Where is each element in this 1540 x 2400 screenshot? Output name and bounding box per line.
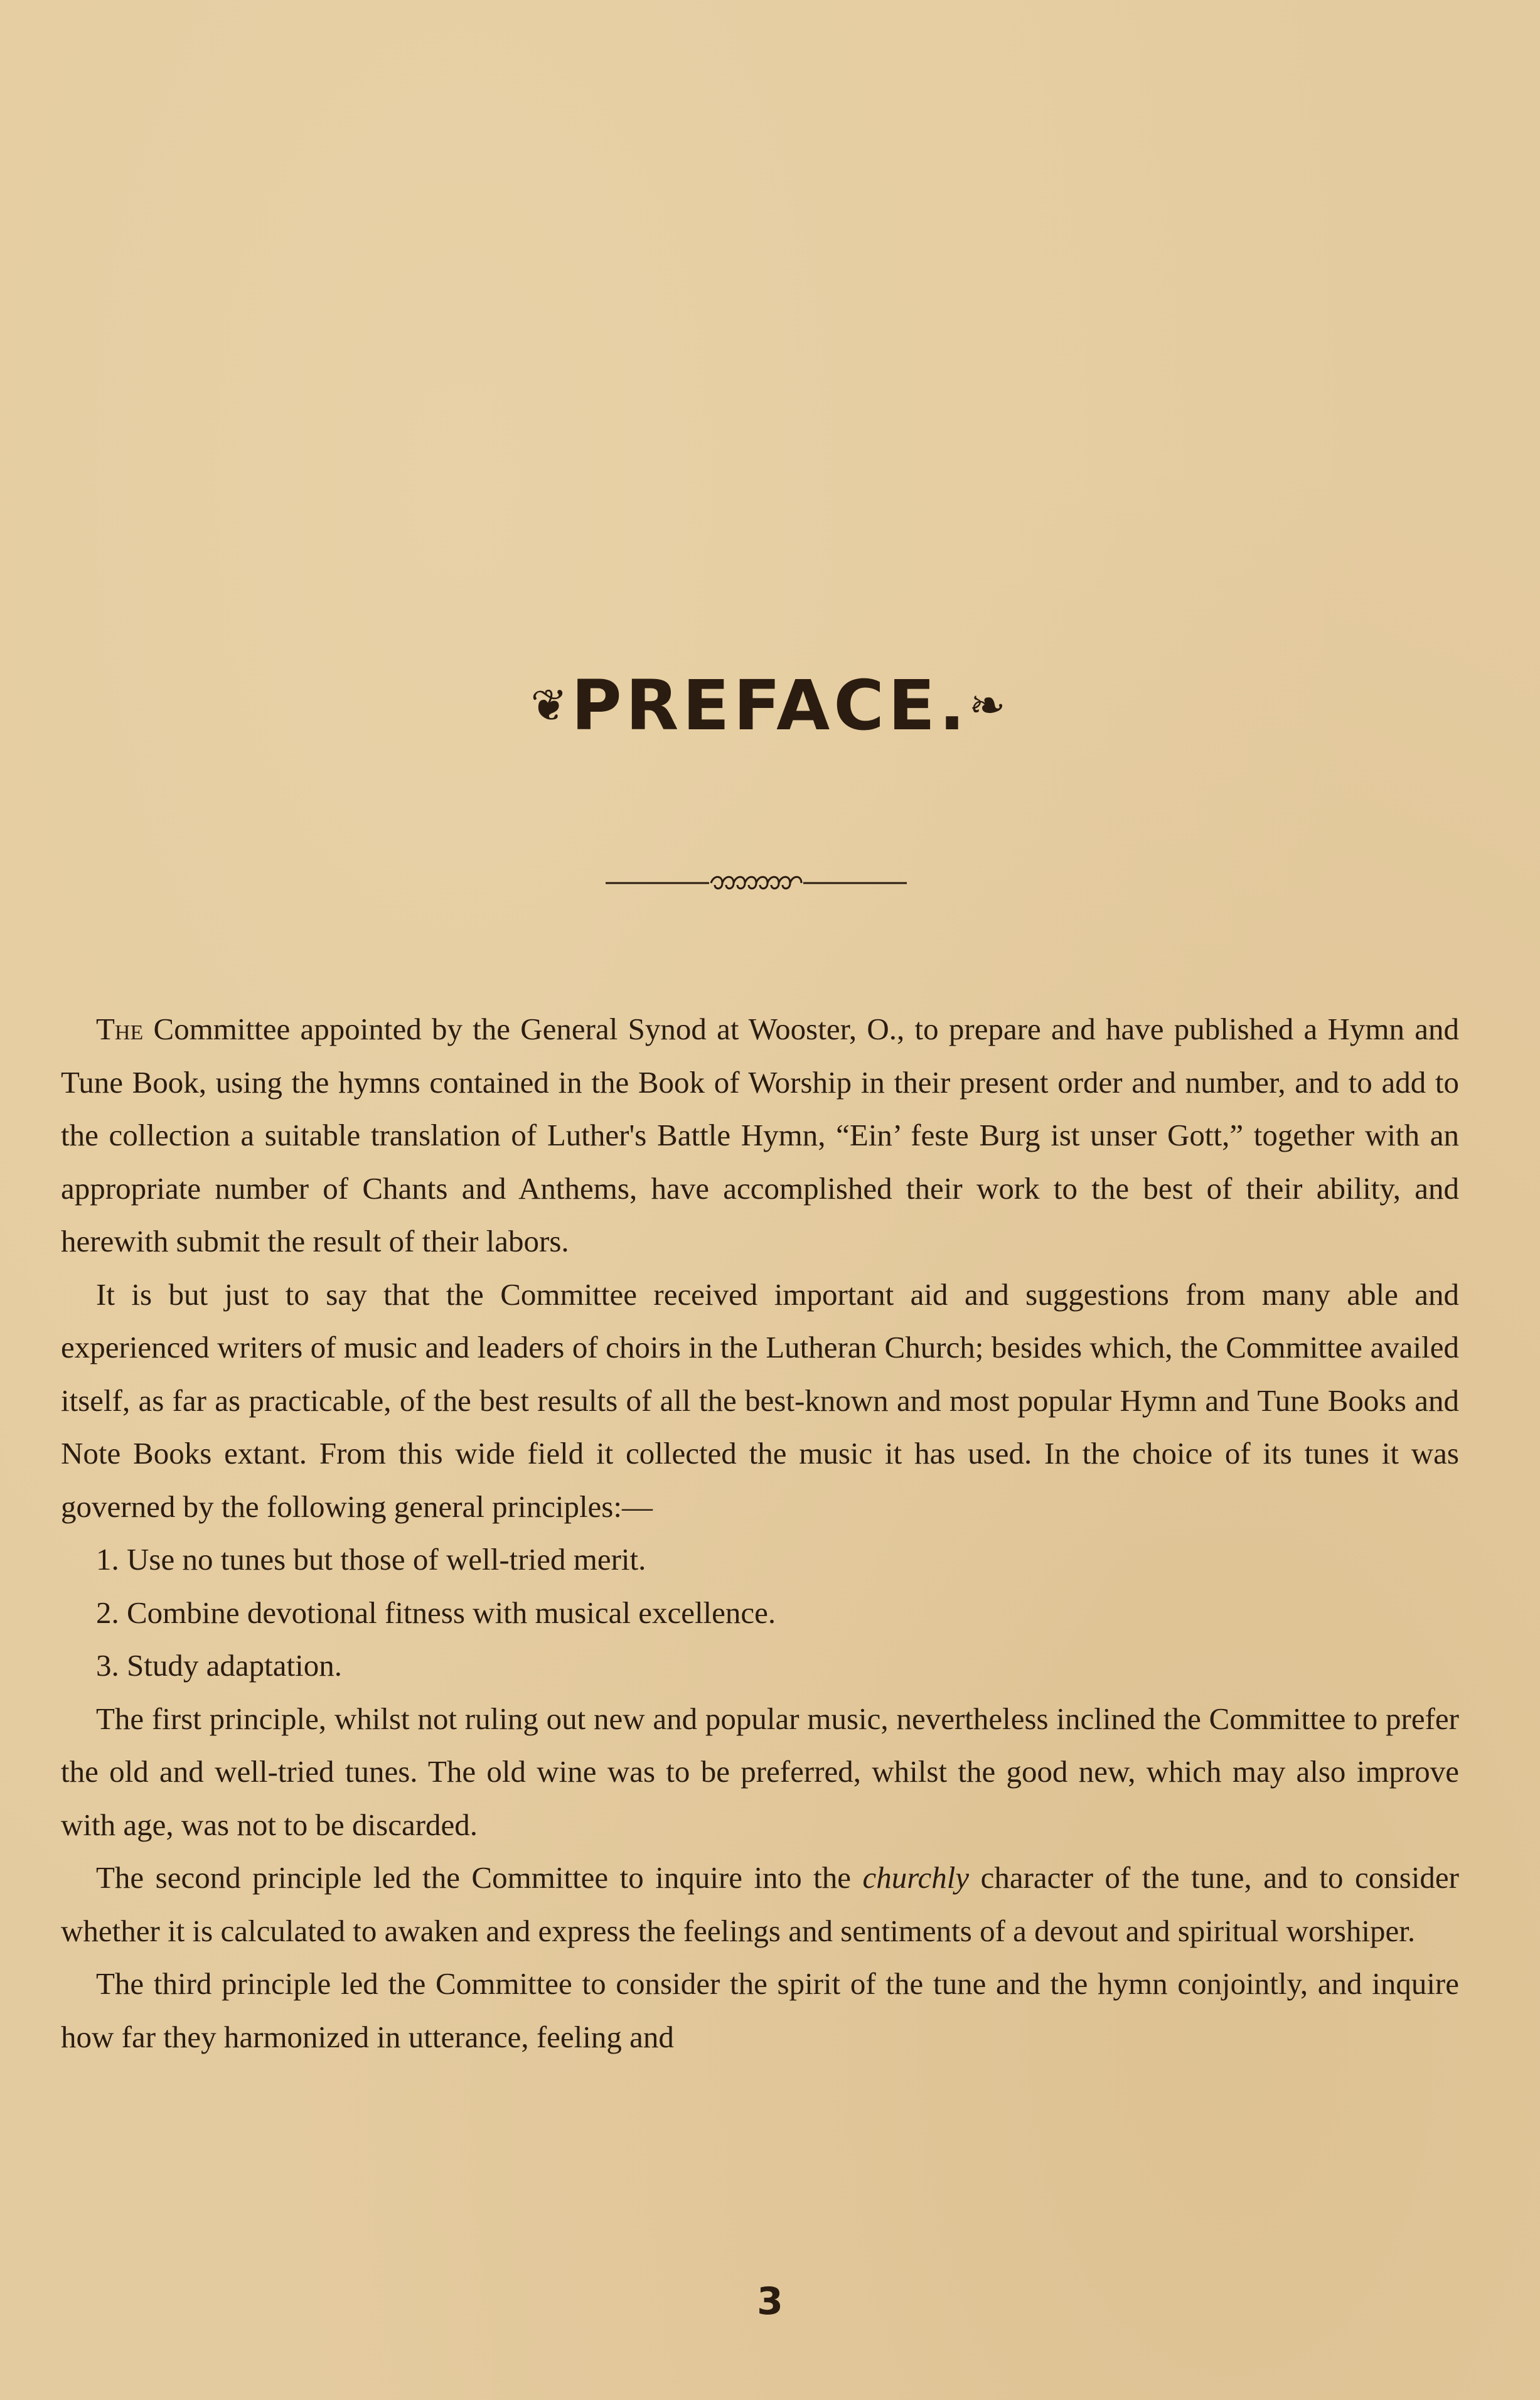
paragraph-lead-word: The: [96, 1012, 144, 1046]
paragraph-first-principle: The first principle, whilst not ruling out new and popular music, nevertheless inclined the Committee to prefer the old and well-tried tunes. The old wine was to be preferred, whilst the good new, which may also improve with age, was not to be discarded.: [61, 1701, 1459, 1842]
paragraph-second-principle: [61, 1851, 1459, 1958]
paragraph-text: The second principle led the Committee to inquire into the: [96, 1860, 863, 1895]
ornamental-divider: [606, 872, 907, 894]
preface-body: [61, 1003, 1459, 2064]
paragraph-third-principle: The third principle led the Committee to consider the spirit of the tune and the hymn conjointly, and inquire how far they harmonized in utterance, feeling and: [61, 1966, 1459, 2054]
principle-item-1: 1. Use no tunes but those of well-tried merit.: [96, 1542, 646, 1577]
principle-item-2: 2. Combine devotional fitness with musical excellence.: [96, 1595, 776, 1630]
paragraph-committee: [61, 1003, 1459, 1268]
page-title: [0, 665, 1540, 746]
paragraph-text: Committee appointed by the General Synod at Wooster, O., to prepare and have published a Hymn and Tune Book, using the hymns contained in the Book of Worship in their present order and number, and to add to the collection a suitable translation of Luther's Battle Hymn, “Ein’ feste Burg ist unser Gott,” together with an appropriate number of Chants and Anthems, have accomplished their work to the best of their ability, and herewith submit the result of their labors.: [61, 1012, 1459, 1258]
title-text: PREFACE.: [571, 665, 969, 746]
paragraph-acknowledgement: It is but just to say that the Committee received important aid and suggestions from many able and experienced writers of music and leaders of choirs in the Lutheran Church; besides which, the Committee availed itself, as far as practicable, of the best results of all the best-known and most popular Hymn and Tune Books and Note Books extant. From this wide field it collected the music it has used. In the choice of its tunes it was governed by the following general principles:—: [61, 1277, 1459, 1524]
emphasis-churchly: churchly: [862, 1860, 970, 1895]
page-number: 3: [757, 2279, 783, 2323]
principle-item-3: 3. Study adaptation.: [96, 1648, 342, 1683]
left-fleuron-icon: ❦: [530, 679, 572, 731]
paragraph-text: character of the tune, and to consider whether it is calculated to awaken and express the feelings and sentiments of a devout and spiritual worshiper.: [61, 1860, 1459, 1948]
right-fleuron-icon: ❧: [968, 679, 1010, 731]
